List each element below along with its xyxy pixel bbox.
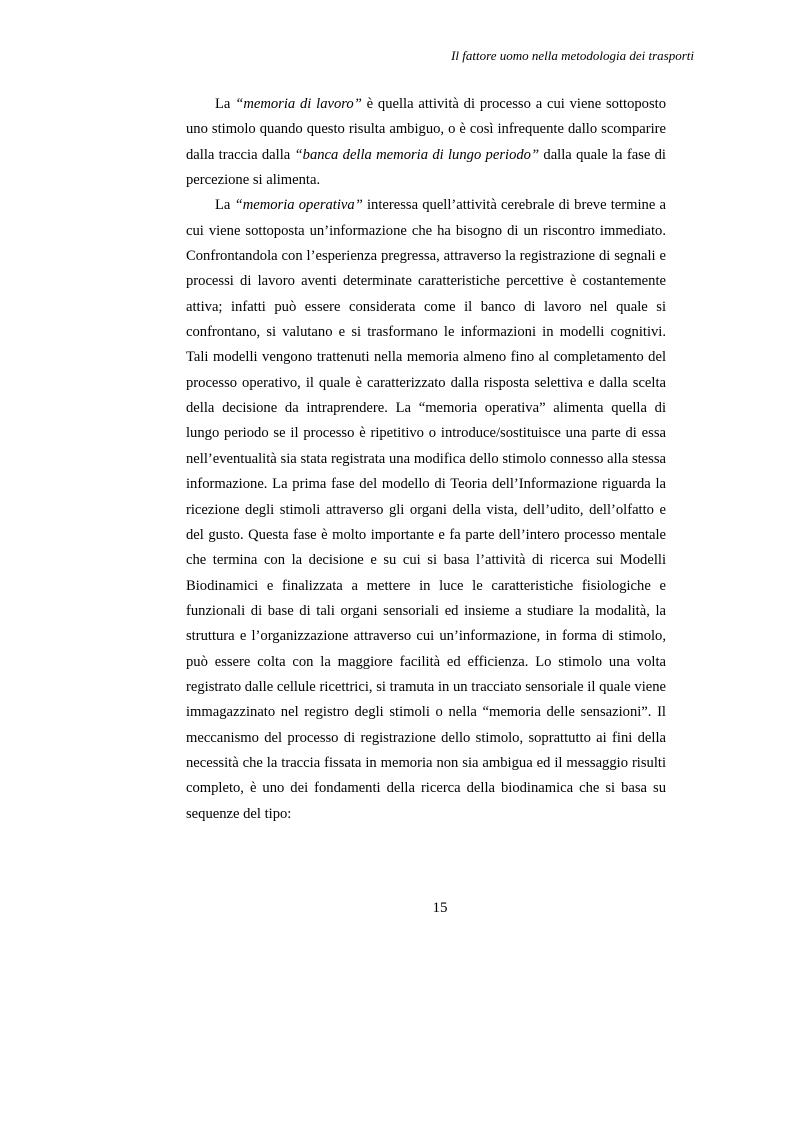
term-working-memory: “memoria di lavoro” xyxy=(235,96,362,112)
paragraph-text: dalla quale la fase di percezione si alimenta. xyxy=(186,146,666,189)
paragraph-text: La xyxy=(215,197,235,214)
paragraph-working-memory xyxy=(186,92,666,193)
paragraph-text: La xyxy=(215,96,236,112)
paragraph-text: è quella attività di processo a cui viene sottoposto uno stimolo quando questo risulta ambiguo, o è così infrequente dallo scomparire dalla traccia dalla xyxy=(186,96,667,163)
page-number-value: 15 xyxy=(432,900,448,916)
paragraph-text: interessa quell’attività cerebrale di breve termine a cui viene sottoposta un’informazione che ha bisogno di un riscontro immediato. Confrontandola con l’esperienza pregressa, attraverso la registrazione di segnali e processi di lavoro aventi determinate caratteristiche percettive è costantemente attiva; infatti può essere considerata come il banco di lavoro nel quale si confrontano, si valutano e si trasformano le informazioni in modelli cognitivi. Tali modelli vengono trattenuti nella memoria almeno fino al completamento del processo operativo, il quale è caratterizzato dalla risposta selettiva e dalla scelta della decisione da intraprendere. La “memoria operativa” alimenta quella di lungo periodo se il processo è ripetitivo o introduce/sostituisce una parte di essa nell’eventualità sia stata registrata una modifica dello stimolo connesso alla stessa informazione. La prima fase del modello di Teoria dell’Informazione riguarda la ricezione degli stimoli attraverso gli organi della vista, dell’udito, dell’olfatto e del gusto. Questa fase è molto importante e fa parte dell’intero processo mentale che termina con la decisione e su cui si basa l’attività di ricerca sui Modelli Biodinamici e finalizzata a mettere in luce le caratteristiche fisiologiche e funzionali di base di tali organi sensoriali ed insieme a studiare la modalità, la struttura e l’organizzazione attraverso cui un’informazione, in forma di stimolo, può essere colta con la maggiore facilità ed efficienza. Lo stimolo una volta registrato dalle cellule ricettrici, si tramuta in un tracciato sensoriale il quale viene immagazzinato nel registro degli stimoli o nella “memoria delle sensazioni”. Il meccanismo del processo di registrazione dello stimolo, soprattutto ai fini della necessità che la traccia fissata in memoria non sia ambigua ed il messaggio risulti completo, è uno dei fondamenti della ricerca della biodinamica che si basa su sequenze del tipo: xyxy=(186,197,666,822)
page-number xyxy=(186,898,694,918)
term-operative-memory: “memoria operativa” xyxy=(234,197,363,214)
paragraph-operative-memory xyxy=(186,193,666,827)
term-long-term-memory: “banca della memoria di lungo periodo” xyxy=(294,146,540,163)
running-header xyxy=(186,47,694,65)
body-text xyxy=(186,92,666,827)
running-title: Il fattore uomo nella metodologia dei trasporti xyxy=(451,48,694,63)
